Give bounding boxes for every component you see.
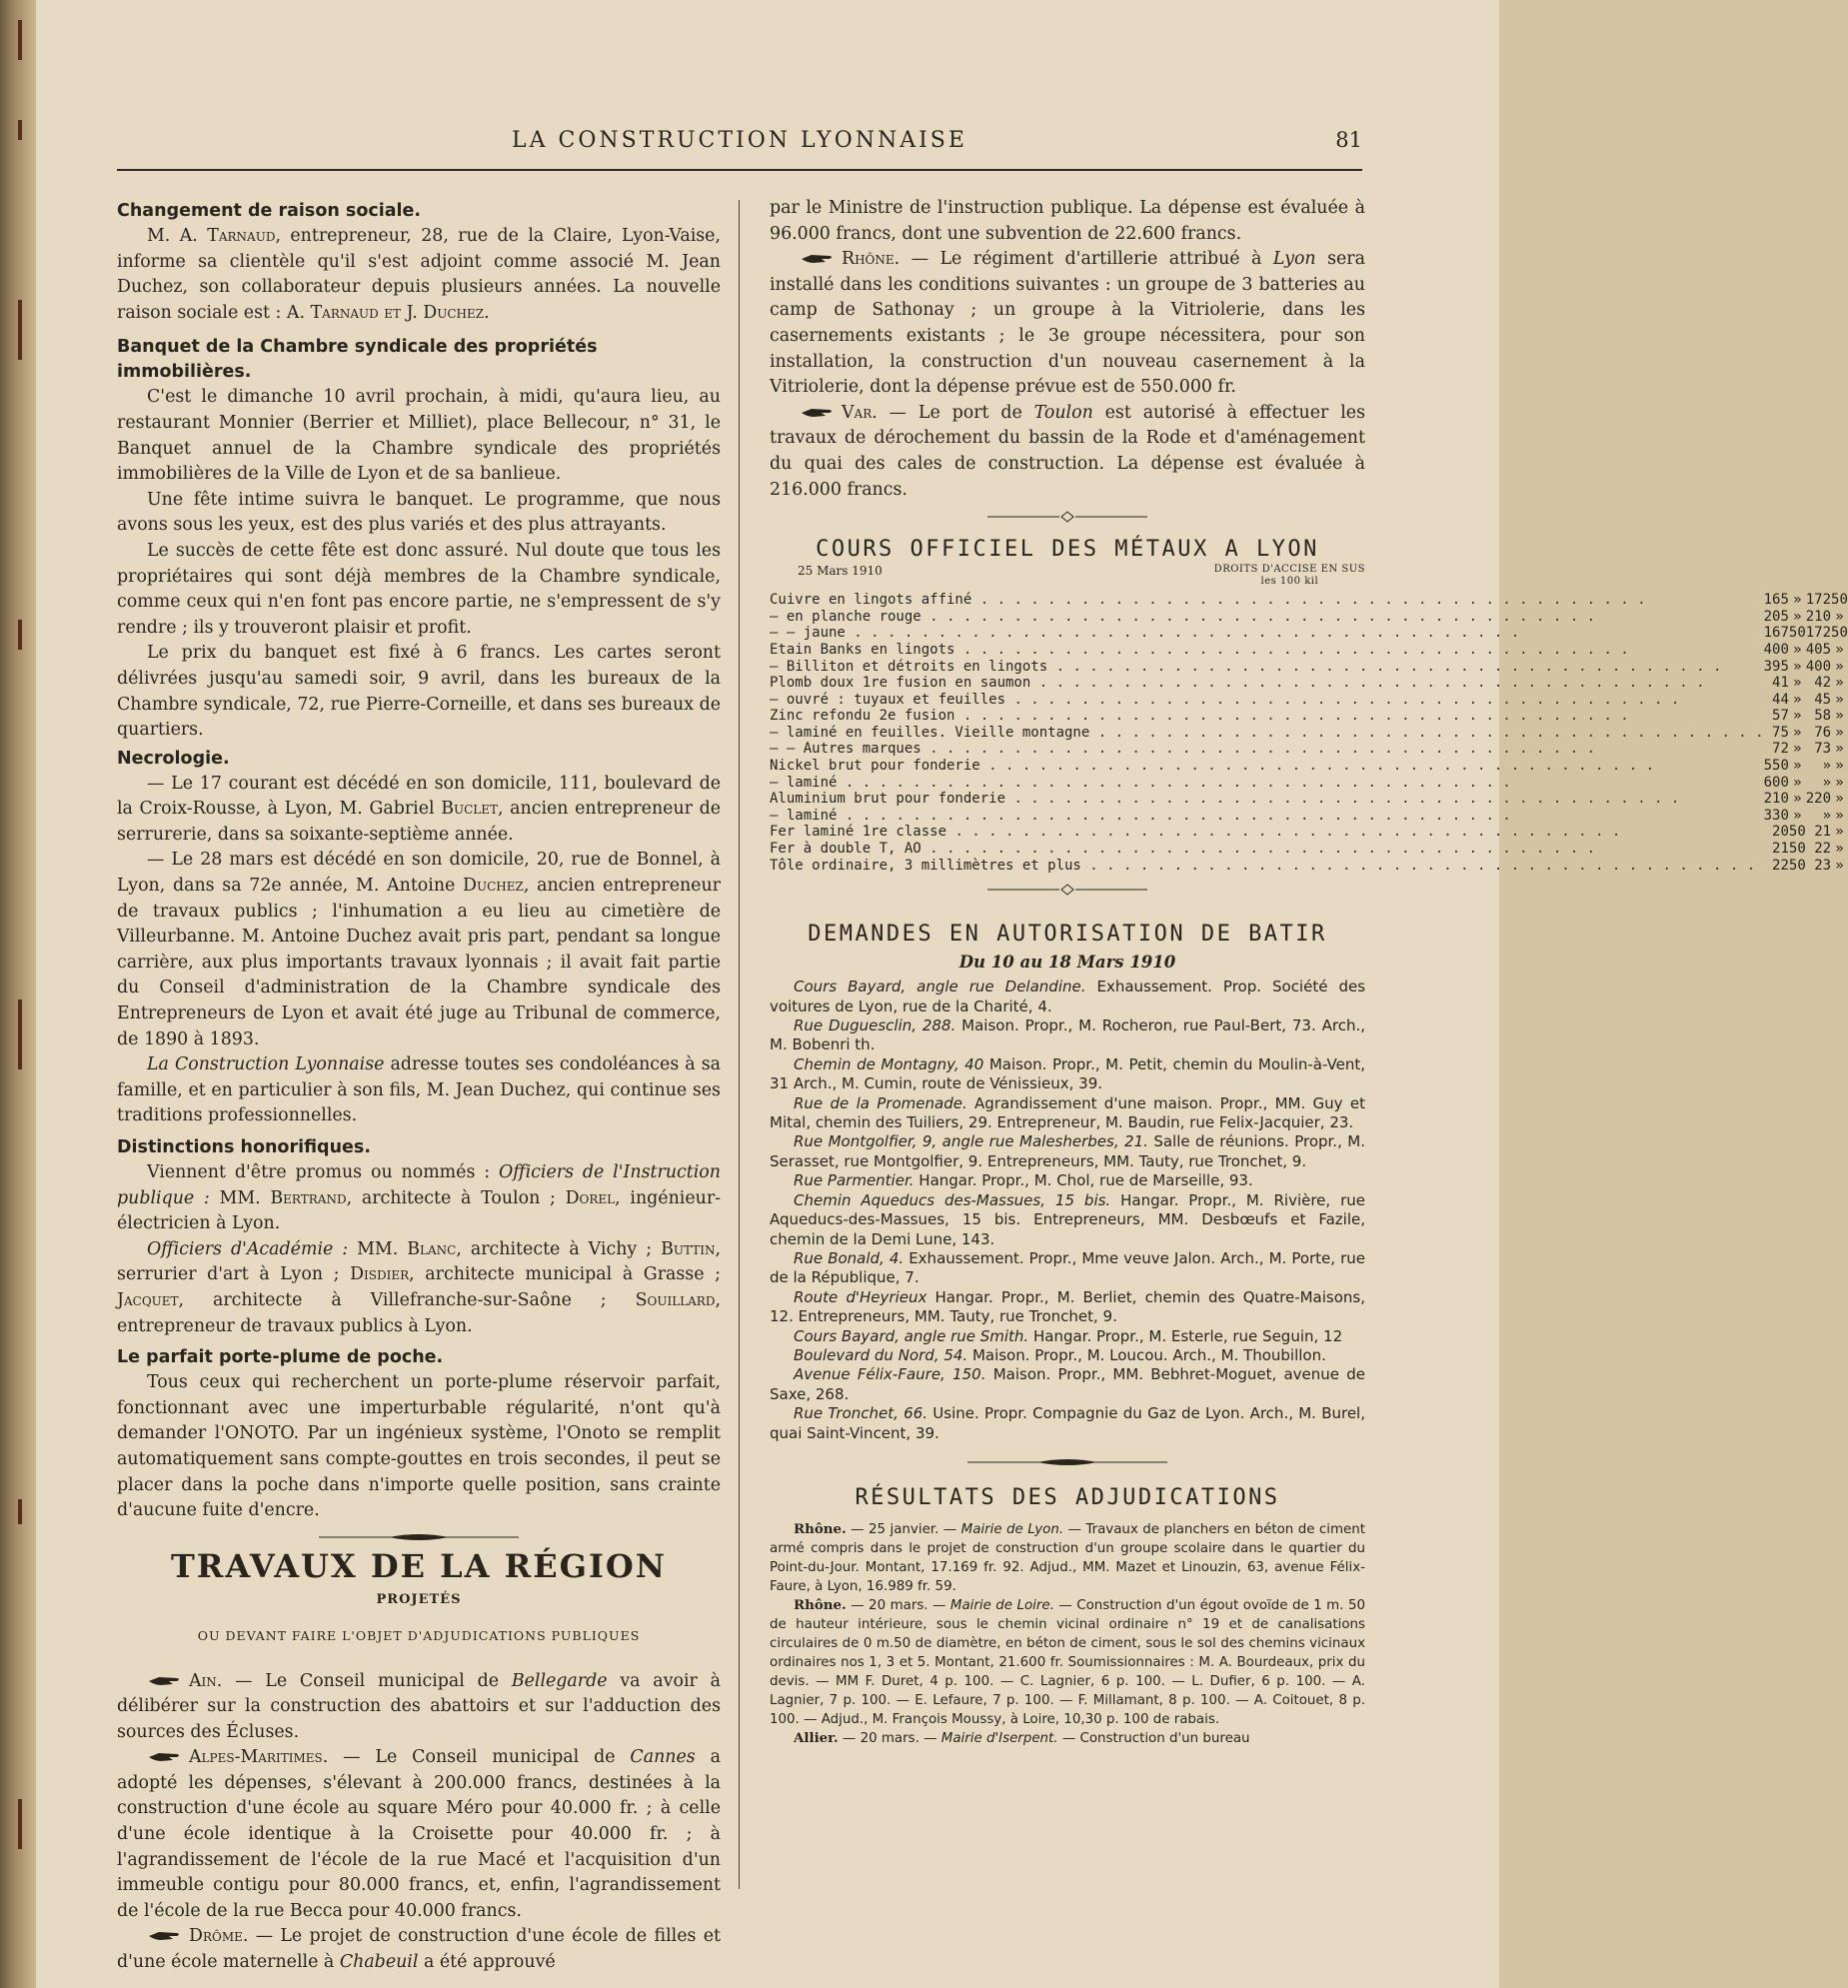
- permit-item: Boulevard du Nord, 54. Maison. Propr., M. Loucou. Arch., M. Thoubillon.: [794, 1345, 1326, 1364]
- travaux-subtitle: PROJETÉS: [376, 1592, 462, 1608]
- permit-item: Route d'Heyrieux Hangar. Propr., M. Berliet, chemin des Quatre-Maisons, 12. Entrepreneurs, MM. Tauty, rue Tronchet, 9.: [770, 1287, 1365, 1326]
- metal-m1: 50: [1788, 625, 1806, 642]
- metal-m2: »: [1835, 675, 1844, 692]
- ornament-divider: [987, 884, 1147, 896]
- metal-v1: 20: [1772, 824, 1789, 841]
- pointing-hand-icon: [147, 1750, 183, 1764]
- demandes-list: [770, 978, 1365, 1443]
- metal-v2: 22: [1814, 841, 1832, 858]
- metal-label: — — Autres marques . . . . . . . . . . . . . . . . . . . . . . . . . . . . . . . . . . . . . . . .: [770, 741, 1596, 758]
- metal-label: Fer à double T, AO . . . . . . . . . . . . . . . . . . . . . . . . . . . . . . . . . . . . . . . .: [770, 841, 1596, 858]
- metal-m1: 50: [1788, 841, 1806, 858]
- metal-v1: 22: [1772, 857, 1789, 874]
- metal-m2: »: [1835, 857, 1844, 874]
- metal-m1: »: [1793, 658, 1802, 675]
- paragraph-banquet-2: Une fête intime suivra le banquet. Le programme, que nous avons sous les yeux, est des plus variés et des plus attrayants.: [117, 489, 721, 536]
- metal-label: — laminé . . . . . . . . . . . . . . . . . . . . . . . . . . . . . . . . . . . . . . . .: [770, 774, 1511, 791]
- metal-m2: »: [1835, 824, 1844, 841]
- metal-m1: »: [1793, 708, 1802, 725]
- metal-m2: »: [1835, 758, 1844, 775]
- metal-v1: 395: [1763, 658, 1789, 675]
- section-title-necrologie: Necrologie.: [117, 748, 230, 769]
- metal-v1: 72: [1772, 741, 1789, 758]
- metal-v1: 75: [1772, 724, 1789, 741]
- metal-m1: »: [1793, 691, 1802, 708]
- metal-label: — en planche rouge . . . . . . . . . . . . . . . . . . . . . . . . . . . . . . . . . . . . . . . .: [770, 608, 1596, 625]
- metal-row: [770, 858, 1848, 875]
- metal-m2: 50: [1831, 625, 1848, 642]
- paragraph-drome-continued: par le Ministre de l'instruction publique. La dépense est évaluée à 96.000 francs, dont une subvention de 22.600 francs.: [770, 198, 1365, 244]
- metal-label: Zinc refondu 2e fusion . . . . . . . . . . . . . . . . . . . . . . . . . . . . . . . . . . . . . . . .: [770, 708, 1629, 725]
- section-title-banquet: Banquet de la Chambre syndicale des propriétés immobilières.: [117, 337, 598, 383]
- metal-label: Etain Banks en lingots . . . . . . . . . . . . . . . . . . . . . . . . . . . . . . . . . . . . . . . .: [770, 641, 1629, 658]
- metal-m1: »: [1793, 774, 1802, 791]
- permit-item: Rue Duguesclin, 288. Maison. Propr., M. Rocheron, rue Paul-Bert, 73. Arch., M. Bobenri th.: [770, 1016, 1365, 1054]
- pointing-hand-icon: [800, 252, 836, 266]
- metal-v2: »: [1822, 774, 1832, 791]
- paragraph-banquet-4: Le prix du banquet est fixé à 6 francs. Les cartes seront délivrées jusqu'au samedi soir, 9 avril, dans les bureaux de la Chambre syndicale, 72, rue Pierre-Corneille, et dans ses bureaux de quartiers.: [117, 643, 721, 741]
- demandes-title: DEMANDES EN AUTORISATION DE BATIR: [808, 922, 1327, 948]
- travaux-subtitle-2: OU DEVANT FAIRE L'OBJET D'ADJUDICATIONS PUBLIQUES: [197, 1627, 641, 1643]
- right-column: [770, 196, 1848, 1748]
- metal-v1: 41: [1772, 675, 1789, 692]
- metal-m2: »: [1835, 791, 1844, 808]
- book-spine: [0, 0, 36, 1988]
- ornament-divider: [987, 511, 1147, 523]
- metal-v2: »: [1822, 758, 1832, 775]
- metal-v1: 167: [1763, 625, 1789, 642]
- paragraph-distinctions-1: Viennent d'être promus ou nommés : Officiers de l'Instruction publique : MM. Bertrand, architecte à Toulon ; Dorel, ingénieur-électricien à Lyon.: [117, 1162, 722, 1234]
- metal-v1: 57: [1772, 708, 1789, 725]
- permit-item: Avenue Félix-Faure, 150. Maison. Propr., MM. Bebhret-Moguet, avenue de Saxe, 268.: [770, 1365, 1365, 1403]
- permit-item: Cours Bayard, angle rue Delandine. Exhaussement. Prop. Société des voitures de Lyon, rue de la Charité, 4.: [770, 978, 1366, 1015]
- ornament-rule: [319, 1532, 519, 1542]
- metal-label: Plomb doux 1re fusion en saumon . . . . . . . . . . . . . . . . . . . . . . . . . . . . . . . . . . . . . . . .: [770, 675, 1705, 692]
- paragraph-distinctions-2: Officiers d'Académie : MM. Blanc, architecte à Vichy ; Buttin, serrurier d'art à Lyon ; Disdier, architecte municipal à Grasse ; Jacquet, architecte à Villefranche-sur-Saône ; Souillard, entrepreneur de travaux publics à Lyon.: [117, 1238, 721, 1336]
- metal-m2: »: [1835, 608, 1844, 625]
- metal-m1: 50: [1788, 824, 1806, 841]
- metal-row: [770, 841, 1848, 858]
- metal-m1: »: [1793, 807, 1802, 824]
- metal-m1: »: [1793, 592, 1802, 609]
- metal-v1: 21: [1772, 841, 1789, 858]
- paragraph-tarnaud: M. A. Tarnaud, entrepreneur, 28, rue de la Claire, Lyon-Vaise, informe sa clientèle qu'il s'est adjoint comme associé M. Jean Duchez, son collaborateur depuis plusieurs années. La nouvelle raison sociale est : A. Tarnaud et J. Duchez.: [117, 226, 722, 323]
- metal-m2: »: [1835, 641, 1844, 658]
- metal-row: [770, 808, 1848, 825]
- metal-row: [770, 659, 1848, 676]
- metal-row: [770, 725, 1848, 742]
- paragraph-banquet-1: C'est le dimanche 10 avril prochain, à midi, qu'aura lieu, au restaurant Monnier (Berrier et Milliet), place Bellecour, n° 31, le Banquet annuel de la Chambre syndicale des propriétés immobilières de la Ville de Lyon et de sa banlieue.: [117, 387, 721, 485]
- metal-row: [770, 609, 1848, 626]
- metal-label: — — jaune . . . . . . . . . . . . . . . . . . . . . . . . . . . . . . . . . . . . . . . .: [770, 625, 1520, 642]
- metal-m2: »: [1835, 708, 1844, 725]
- resultats-list: [770, 1520, 1365, 1748]
- metal-label: Cuivre en lingots affiné . . . . . . . . . . . . . . . . . . . . . . . . . . . . . . . . . . . . . . . .: [770, 592, 1646, 609]
- metal-row: [770, 791, 1848, 808]
- metal-v2: 400: [1805, 658, 1832, 675]
- metal-v2: 172: [1805, 592, 1832, 609]
- paragraph-necro-2: — Le 28 mars est décédé en son domicile, 20, rue de Bonnel, à Lyon, dans sa 72e année, M. Antoine Duchez, ancien entrepreneur de travaux publics ; l'inhumation a eu lieu au cimetière de Villeurbanne. M. Antoine Duchez avait pris part, pendant sa longue carrière, aux plus importants travaux lyonnais ; il avait fait partie du Conseil d'administration de la Chambre syndicale des Entrepreneurs de Lyon et avait été juge au Tribunal de commerce, de 1890 à 1893.: [117, 850, 721, 1049]
- metal-label: — Billiton et détroits en lingots . . . . . . . . . . . . . . . . . . . . . . . . . . . . . . . . . . . . . . . .: [770, 658, 1722, 675]
- metal-m2: »: [1835, 724, 1844, 741]
- metal-m2: »: [1835, 774, 1844, 791]
- metal-v1: 44: [1772, 691, 1789, 708]
- metal-m2: »: [1835, 691, 1844, 708]
- metal-v2: 405: [1805, 641, 1832, 658]
- page-header: [117, 124, 1362, 164]
- journal-title: LA CONSTRUCTION LYONNAISE: [512, 128, 967, 153]
- metal-row: [770, 592, 1848, 609]
- metal-m2: »: [1835, 658, 1844, 675]
- adjudication-item: Rhône. — 20 mars. — Mairie de Loire. — Construction d'un égout ovoïde de 1 m. 50 de hauteur intérieure, sous le chemin vicinal ordinaire n° 19 et de canalisations circulaires de 0 m.50 de diamètre, en béton de ciment, sous le sol des chemins vicinaux ordinaires nos 1, 3 et 5. Montant, 21.600 fr. Soumissionnaires : M. A. Bourdeaux, prix du devis. — MM F. Duret, 4 p. 100. — C. Lagnier, 6 p. 100. — L. Dufier, 6 p. 100. — A. Lagnier, 7 p. 100. — E. Lefaure, 7 p. 100. — F. Millamant, 8 p. 100. — A. Coitouet, 8 p. 100. — Adjud., M. François Moussy, à Loire, 10,30 p. 100 de rabais.: [770, 1596, 1365, 1727]
- metal-row: [770, 708, 1848, 725]
- metal-v1: 165: [1763, 592, 1789, 609]
- resultats-title: RÉSULTATS DES ADJUDICATIONS: [855, 1484, 1280, 1510]
- section-title-tarnaud: Changement de raison sociale.: [117, 201, 422, 221]
- metal-row: [770, 775, 1848, 792]
- metal-v1: 330: [1763, 807, 1789, 824]
- metal-v2: 21: [1814, 824, 1832, 841]
- metal-v2: 42: [1814, 675, 1832, 692]
- metaux-header: [770, 562, 1365, 592]
- metal-m1: »: [1793, 724, 1802, 741]
- metal-m1: »: [1793, 758, 1802, 775]
- column-divider: [739, 200, 740, 1889]
- metal-m2: »: [1835, 741, 1844, 758]
- metal-m1: »: [1793, 741, 1802, 758]
- permit-item: Cours Bayard, angle rue Smith. Hangar. Propr., M. Esterle, rue Seguin, 12: [794, 1326, 1343, 1345]
- metal-label: — ouvré : tuyaux et feuilles . . . . . . . . . . . . . . . . . . . . . . . . . . . . . . . . . . . . . . . .: [770, 691, 1680, 708]
- metal-row: [770, 675, 1848, 692]
- section-title-distinctions: Distinctions honorifiques.: [117, 1137, 371, 1157]
- metal-row: [770, 758, 1848, 775]
- metal-m1: »: [1793, 608, 1802, 625]
- metal-v1: 400: [1763, 641, 1789, 658]
- metal-v2: 210: [1805, 608, 1832, 625]
- metal-v1: 205: [1763, 608, 1789, 625]
- ornament-rule: [967, 1457, 1167, 1467]
- pointing-hand-icon: [147, 1929, 183, 1943]
- metal-m1: »: [1793, 791, 1802, 808]
- metal-row: [770, 741, 1848, 758]
- demandes-dates: Du 10 au 18 Mars 1910: [958, 953, 1176, 973]
- paragraph-banquet-3: Le succès de cette fête est donc assuré. Nul doute que tous les propriétaires qui sont déjà membres de la Chambre syndicale, comme ceux qui n'en font pas encore partie, ne s'empressent de s'y rendre ; ils y trouveront plaisir et profit.: [117, 540, 721, 638]
- metal-label: Fer laminé 1re classe . . . . . . . . . . . . . . . . . . . . . . . . . . . . . . . . . . . . . . . .: [770, 824, 1621, 841]
- metal-label: Nickel brut pour fonderie . . . . . . . . . . . . . . . . . . . . . . . . . . . . . . . . . . . . . . . .: [770, 758, 1655, 775]
- metal-v2: 45: [1814, 691, 1832, 708]
- metal-v2: 220: [1805, 791, 1832, 808]
- metal-row: [770, 642, 1848, 659]
- metal-label: Tôle ordinaire, 3 millimètres et plus . . . . . . . . . . . . . . . . . . . . . . . . . . . . . . . . . . . . . . . .: [770, 857, 1756, 874]
- metal-row: [770, 625, 1848, 642]
- left-column: [117, 196, 721, 1976]
- metaux-title: COURS OFFICIEL DES MÉTAUX A LYON: [816, 537, 1319, 563]
- permit-item: Rue Montgolfier, 9, angle rue Malesherbes, 21. Salle de réunions. Propr., M. Serasset, rue Montgolfier, 9. Entrepreneurs, MM. Tauty, rue Tronchet, 9.: [770, 1132, 1365, 1170]
- paragraph-necro-1: — Le 17 courant est décédé en son domicile, 111, boulevard de la Croix-Rousse, à Lyon, M. Gabriel Buclet, ancien entrepreneur de serrurerie, dans sa soixante-septième année.: [117, 773, 721, 845]
- metaux-droits: DROITS D'ACCISE EN SUS les 100 kil: [1213, 564, 1365, 588]
- metal-v1: 600: [1763, 774, 1789, 791]
- metal-v1: 550: [1763, 758, 1789, 775]
- metaux-date: 25 Mars 1910: [798, 564, 883, 579]
- metal-label: Aluminium brut pour fonderie . . . . . . . . . . . . . . . . . . . . . . . . . . . . . . . . . . . . . . . .: [770, 791, 1680, 808]
- permit-item: Chemin Aqueducs des-Massues, 15 bis. Hangar. Propr., M. Rivière, rue Aqueducs-des-Massues, 15 bis. Entrepreneurs, MM. Desbœufs et Fazile, chemin de la Demi Lune, 143.: [770, 1190, 1365, 1248]
- metal-row: [770, 824, 1848, 841]
- metal-v2: 58: [1814, 708, 1832, 725]
- metal-v2: 76: [1814, 724, 1832, 741]
- metal-m2: »: [1835, 807, 1844, 824]
- metal-v2: 172: [1805, 625, 1832, 642]
- permit-item: Rue de la Promenade. Agrandissement d'une maison. Propr., MM. Guy et Mital, chemin des Tuiliers, 29. Entrepreneur, M. Baudin, rue Felix-Jacquier, 23.: [770, 1093, 1365, 1132]
- metal-label: — laminé . . . . . . . . . . . . . . . . . . . . . . . . . . . . . . . . . . . . . . . .: [770, 807, 1511, 824]
- item-var: Var. — Le port de Toulon est autorisé à effectuer les travaux de dérochement du bassin de la Rode et d'aménagement du quai des cales de construction. La dépense est évaluée à 216.000 francs.: [770, 402, 1365, 500]
- metal-m2: »: [1835, 841, 1844, 858]
- permit-item: Rue Parmentier. Hangar. Propr., M. Chol, rue de Marseille, 93.: [794, 1171, 1253, 1190]
- header-rule: [117, 169, 1362, 171]
- metal-v2: »: [1822, 807, 1832, 824]
- pointing-hand-icon: [147, 1674, 183, 1688]
- adjudication-item: Allier. — 20 mars. — Mairie d'Iserpent. — Construction d'un bureau: [794, 1729, 1250, 1746]
- metal-v2: 23: [1814, 857, 1832, 874]
- item-alpes-maritimes: Alpes-Maritimes. — Le Conseil municipal de Cannes a adopté les dépenses, s'élevant à 200.000 francs, destinées à la construction d'une école au square Méro pour 40.000 fr. ; à celle d'une école identique à la Croisette pour 40.000 fr. ; à l'agrandissement de l'école de la rue Macé et l'acquisition d'un immeuble contigu pour 80.000 francs, et, enfin, l'agrandissement de l'école de la rue Becca pour 40.000 francs.: [117, 1747, 721, 1921]
- item-drome: Drôme. — Le projet de construction d'une école de filles et d'une école maternelle à Chabeuil a été approuvé: [117, 1926, 721, 1973]
- item-rhone: Rhône. — Le régiment d'artillerie attribué à Lyon sera installé dans les conditions suivantes : un groupe de 3 batteries au camp de Sathonay ; un groupe à la Vitriolerie, dans les casernements existants ; le 3e groupe nécessitera, pour son installation, la construction d'un nouveau casernement à la Vitriolerie, dont la dépense prévue est de 550.000 fr.: [770, 249, 1365, 398]
- permit-item: Rue Bonald, 4. Exhaussement. Propr., Mme veuve Jalon. Arch., M. Porte, rue de la République, 7.: [770, 1248, 1365, 1287]
- paragraph-porte-plume: Tous ceux qui recherchent un porte-plume réservoir parfait, fonctionnant avec une imperturbable régularité, n'ont qu'à demander l'ONOTO. Par un ingénieux système, l'Onoto se remplit automatiquement sans compte-gouttes en trois secondes, il peut se placer dans la poche dans n'importe quelle position, sans crainte d'aucune fuite d'encre.: [117, 1372, 721, 1521]
- metal-v2: 73: [1814, 741, 1832, 758]
- section-title-porte-plume: Le parfait porte-plume de poche.: [117, 1347, 444, 1368]
- metal-label: — laminé en feuilles. Vieille montagne . . . . . . . . . . . . . . . . . . . . . . . . . . . . . . . . . . . . . . . .: [770, 724, 1764, 741]
- permit-item: Chemin de Montagny, 40 Maison. Propr., M. Petit, chemin du Moulin-à-Vent, 31 Arch., M. Cumin, route de Vénissieux, 39.: [770, 1054, 1365, 1093]
- item-ain: Ain. — Le Conseil municipal de Bellegarde va avoir à délibérer sur la construction des abattoirs et sur l'adduction des sources des Écluses.: [117, 1670, 721, 1742]
- adjudication-item: Rhône. — 25 janvier. — Mairie de Lyon. — Travaux de planchers en béton de ciment armé compris dans le projet de construction d'un groupe scolaire dans le quartier du Point-du-Jour. Montant, 17.169 fr. 92. Adjud., MM. Mazet et Linouzin, 63, avenue Félix-Faure, à Lyon, 16.989 fr. 59.: [770, 1520, 1366, 1594]
- metal-v1: 210: [1763, 791, 1789, 808]
- pointing-hand-icon: [800, 406, 836, 420]
- travaux-region-title: TRAVAUX DE LA RÉGION: [170, 1546, 668, 1585]
- metal-m1: »: [1793, 641, 1802, 658]
- page-number: 81: [1335, 128, 1362, 152]
- metal-m1: 50: [1788, 857, 1806, 874]
- paragraph-necro-3: La Construction Lyonnaise adresse toutes ses condoléances à sa famille, et en particulier à son fils, M. Jean Duchez, qui continue ses traditions professionnelles.: [117, 1054, 721, 1126]
- metal-row: [770, 692, 1848, 709]
- metaux-table: [770, 592, 1848, 874]
- metal-m2: 50: [1831, 592, 1848, 609]
- metal-m1: »: [1793, 675, 1802, 692]
- permit-item: Rue Tronchet, 66. Usine. Propr. Compagnie du Gaz de Lyon. Arch., M. Burel, quai Saint-Vincent, 39.: [770, 1404, 1365, 1442]
